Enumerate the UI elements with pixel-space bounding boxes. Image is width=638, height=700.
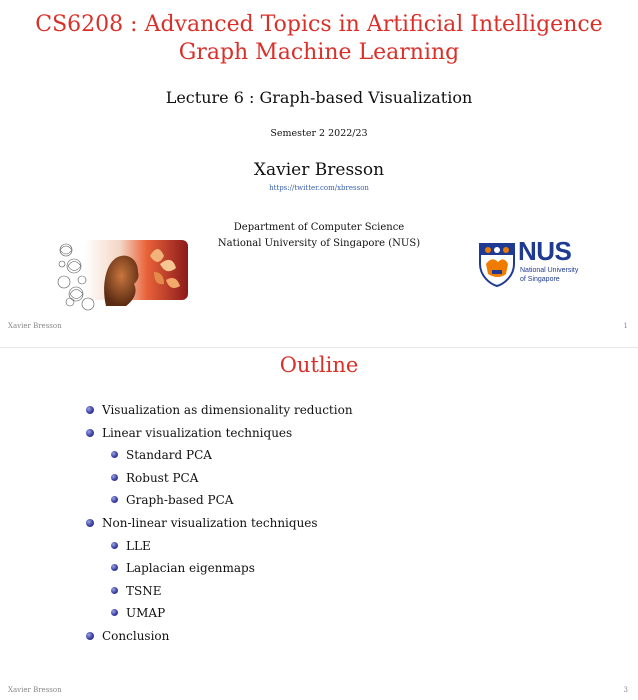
nus-logo [476, 236, 596, 288]
outline-item: Non-linear visualization techniques [102, 516, 318, 530]
outline-item: Linear visualization techniques [102, 426, 293, 440]
nus-subtitle-line1: National University [520, 267, 579, 274]
nus-wordmark: NUS [518, 236, 572, 266]
outline-subitem: Graph-based PCA [126, 493, 234, 507]
ai-head-artwork [54, 236, 188, 314]
department-text: Department of Computer Science [233, 222, 405, 233]
outline-slide [0, 348, 638, 700]
sub-bullet-icon [111, 496, 118, 503]
page-number: 1 [623, 322, 628, 330]
outline-subitem: Standard PCA [126, 448, 212, 462]
footer-author: Xavier Bresson [8, 322, 62, 330]
course-title: CS6208 : Advanced Topics in Artificial Intelligence [35, 12, 603, 37]
bullet-icon [86, 406, 94, 414]
outline-subitem: UMAP [126, 606, 166, 620]
outline-title: Outline [279, 353, 359, 377]
course-subtitle: Graph Machine Learning [178, 40, 460, 65]
bullet-icon [86, 632, 94, 640]
sub-bullet-icon [111, 587, 118, 594]
bullet-icon [86, 519, 94, 527]
sub-bullet-icon [111, 542, 118, 549]
lecture-title: Lecture 6 : Graph-based Visualization [165, 88, 473, 107]
outline-item: Conclusion [102, 629, 170, 643]
sub-bullet-icon [111, 564, 118, 571]
title-slide [0, 0, 638, 348]
university-text: National University of Singapore (NUS) [217, 238, 421, 249]
sub-bullet-icon [111, 474, 118, 481]
semester-text: Semester 2 2022/23 [270, 128, 368, 139]
outline-subitem: LLE [126, 539, 151, 553]
outline-item: Visualization as dimensionality reduction [102, 403, 353, 417]
outline-subitem: Laplacian eigenmaps [126, 561, 255, 575]
nus-subtitle-line2: of Singapore [520, 276, 560, 283]
page-number: 3 [623, 686, 628, 694]
author-name: Xavier Bresson [253, 160, 385, 180]
footer-author: Xavier Bresson [8, 686, 62, 694]
twitter-link[interactable]: https://twitter.com/xbresson [269, 184, 369, 192]
outline-subitem: Robust PCA [126, 471, 199, 485]
sub-bullet-icon [111, 451, 118, 458]
outline-subitem: TSNE [126, 584, 162, 598]
bullet-icon [86, 429, 94, 437]
sub-bullet-icon [111, 609, 118, 616]
